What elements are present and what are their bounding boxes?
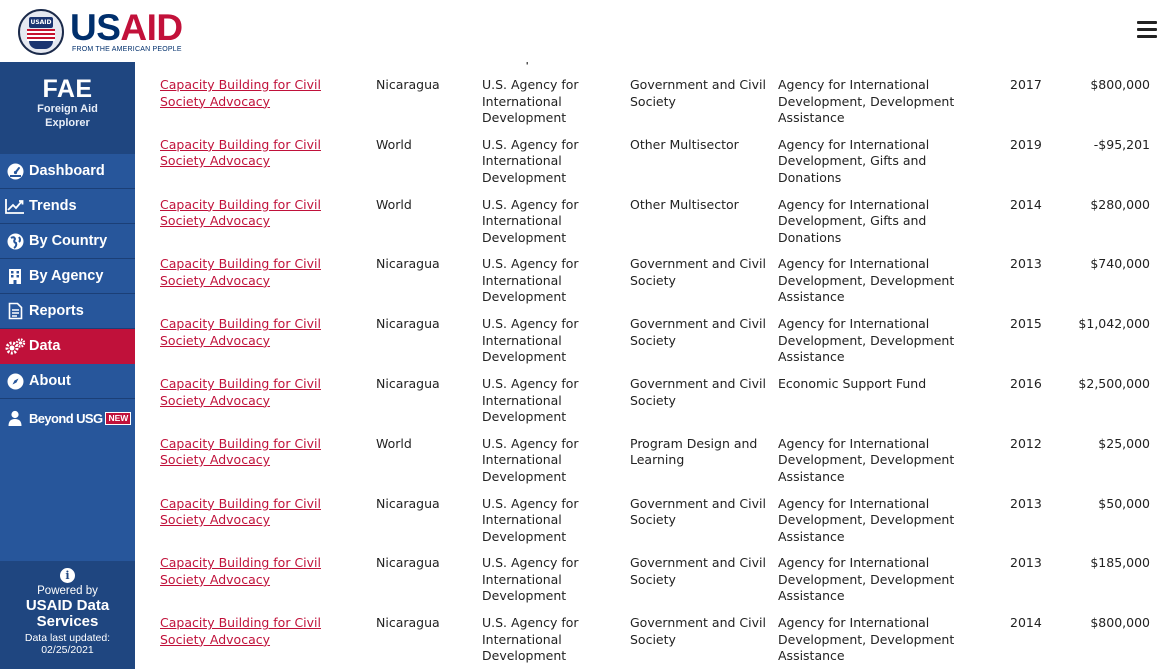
cell-title [160, 256, 370, 289]
cell-country: Nicaragua [376, 77, 440, 92]
cell-country: Nicaragua [376, 256, 440, 272]
cell-country: World [376, 196, 412, 212]
hamburger-menu-icon[interactable] [1137, 21, 1157, 41]
cell-account: Economic Support Fund [778, 376, 927, 391]
cell-title [160, 555, 370, 588]
cell-agency: U.S. Agency for International Development [482, 376, 579, 424]
last-updated: Data last updated: 02/25/2021 [24, 632, 111, 656]
sidebar [0, 62, 135, 669]
activity-title-link[interactable]: Capacity Building for Civil Society Advocacy [160, 77, 321, 109]
sidebar-item-by-agency[interactable] [0, 259, 135, 294]
activity-title-link[interactable]: Capacity Building for Civil Society Advocacy [160, 495, 321, 528]
cell-year: 2014 [1010, 196, 1042, 212]
results-table [135, 62, 1170, 669]
cell-amount: $740,000 [1090, 256, 1150, 272]
sidebar-item-label: Trends [29, 198, 77, 214]
cell-agency: U.S. Agency for International Development [482, 316, 579, 365]
cell-agency: U.S. Agency for International Development [482, 136, 579, 185]
sidebar-item-data[interactable] [0, 329, 135, 364]
cell-country: World [376, 435, 412, 451]
cell-agency: U.S. Agency for International Development [482, 495, 579, 544]
usaid-logo[interactable] [18, 9, 183, 55]
logo-tagline: FROM THE AMERICAN PEOPLE [72, 46, 182, 53]
cell-sector: Government and Civil Society [630, 495, 766, 528]
data-services-link[interactable]: USAID Data Services [25, 597, 110, 630]
logo-wordmark: USAID [70, 7, 183, 48]
cell-sector: Government and Civil Society [630, 256, 766, 288]
cell-account: Agency for International Development, Development Assistance [778, 435, 955, 484]
cell-year: 2017 [1010, 77, 1042, 92]
cell-year: 2013 [1010, 555, 1042, 571]
sidebar-item-dashboard[interactable] [0, 154, 135, 189]
cell-year: 2012 [1010, 435, 1042, 451]
cell-agency: U.S. Agency for International Development [482, 555, 579, 604]
cell-year: 2013 [1010, 495, 1042, 511]
compass-icon [4, 372, 26, 390]
cell-country: Nicaragua [376, 495, 440, 511]
sidebar-item-label: Reports [29, 303, 84, 319]
powered-by-label: Powered by [37, 585, 98, 597]
sidebar-item-trends[interactable] [0, 189, 135, 224]
cell-year: 2014 [1010, 615, 1042, 631]
cell-country: Nicaragua [376, 555, 440, 571]
sidebar-item-label: Beyond USG [29, 410, 103, 426]
cell-sector: Program Design and Learning [630, 435, 758, 468]
cell-year: 2013 [1010, 256, 1042, 272]
cell-year: 2019 [1010, 136, 1042, 152]
cell-title [160, 376, 370, 409]
cell-sector: Government and Civil Society [630, 555, 766, 587]
brand-subtitle-1: Foreign Aid [37, 103, 98, 115]
cell-amount: $800,000 [1090, 615, 1150, 631]
cell-amount: $2,500,000 [1078, 376, 1150, 391]
brand-title: FAE [42, 75, 93, 103]
sidebar-item-label: Data [29, 338, 61, 354]
activity-title-link[interactable]: Capacity Building for Civil Society Advocacy [160, 316, 321, 348]
usaid-seal-icon [18, 9, 64, 55]
sidebar-item-label: Dashboard [29, 163, 105, 179]
cell-account: Agency for International Development, Development Assistance [778, 495, 955, 544]
cell-title [160, 197, 370, 230]
cell-title [160, 137, 370, 170]
cell-country: Nicaragua [376, 615, 440, 631]
dashboard-icon [4, 162, 26, 180]
cell-account: Agency for International Development, Development Assistance [778, 615, 955, 664]
cell-sector: Government and Civil Society [630, 615, 766, 647]
sidebar-brand[interactable] [0, 62, 135, 154]
cell-country: World [376, 136, 412, 152]
sidebar-item-beyond-usg[interactable] [0, 399, 135, 437]
cell-title [160, 77, 370, 110]
cell-agency: U.S. Agency for International Development [482, 435, 579, 484]
top-header [0, 0, 1170, 62]
cell-account: Agency for International Development, Gifts and Donations [778, 196, 930, 245]
activity-title-link[interactable]: Capacity Building for Civil Society Advocacy [160, 615, 321, 647]
cell-sector: Government and Civil Society [630, 77, 766, 109]
sidebar-item-label: By Agency [29, 268, 104, 284]
sidebar-item-about[interactable] [0, 364, 135, 399]
sidebar-item-label: About [29, 373, 71, 389]
cell-title [160, 615, 370, 648]
cell-amount: -$95,201 [1093, 136, 1150, 152]
cell-account: Agency for International Development, Development Assistance [778, 77, 955, 125]
cell-sector: Government and Civil Society [630, 376, 766, 408]
cell-country: Nicaragua [376, 316, 440, 332]
cell-agency: U.S. Agency for International Development [482, 196, 579, 245]
seal-badge: USAID [30, 19, 52, 26]
cell-sector: Other Multisector [630, 196, 739, 212]
cell-account: Agency for International Development, Development Assistance [778, 316, 955, 365]
cell-year: 2015 [1010, 316, 1042, 332]
brand-subtitle-2: Explorer [45, 117, 90, 129]
info-icon[interactable]: i [60, 568, 75, 583]
cell-agency: U.S. Agency for International Development [482, 77, 579, 125]
cell-amount: $280,000 [1090, 196, 1150, 212]
cell-agency: U.S. Agency for International Development [482, 256, 579, 305]
activity-title-link[interactable]: Capacity Building for Civil Society Advocacy [160, 196, 321, 229]
cell-title [160, 496, 370, 529]
sidebar-item-label: By Country [29, 233, 108, 249]
cell-agency: U.S. Agency for International Development [482, 615, 579, 664]
cell-amount: $25,000 [1098, 435, 1150, 451]
activity-title-link[interactable]: Capacity Building for Civil Society Advocacy [160, 435, 321, 468]
activity-title-link[interactable]: Capacity Building for Civil Society Advocacy [160, 376, 321, 408]
activity-title-link[interactable]: Capacity Building for Civil Society Advocacy [160, 555, 321, 587]
cell-year: 2016 [1010, 376, 1042, 391]
trends-icon [4, 197, 26, 215]
sidebar-footer [0, 561, 135, 669]
activity-title-link[interactable]: Capacity Building for Civil Society Advocacy [160, 136, 321, 169]
cell-amount: $185,000 [1090, 555, 1150, 571]
cell-account: Agency for International Development, Development Assistance [778, 256, 955, 305]
cell-sector: Government and Civil Society [630, 316, 766, 348]
cell-title [160, 436, 370, 469]
gears-icon [4, 337, 26, 355]
cell-sector: Other Multisector [630, 136, 739, 152]
building-icon [4, 267, 26, 285]
cell-amount: $50,000 [1098, 495, 1150, 511]
cell-country: Nicaragua [376, 376, 440, 391]
cell-amount: $1,042,000 [1078, 316, 1150, 332]
cell-amount: $800,000 [1090, 77, 1150, 92]
report-icon [4, 302, 26, 320]
sidebar-item-reports[interactable] [0, 294, 135, 329]
user-icon [4, 409, 26, 427]
new-badge: NEW [105, 412, 131, 425]
globe-icon [4, 232, 26, 250]
cell-title [160, 316, 370, 349]
activity-title-link[interactable]: Capacity Building for Civil Society Advocacy [160, 256, 321, 288]
cell-account: Agency for International Development, Gifts and Donations [778, 136, 930, 185]
cell-account: Agency for International Development, Development Assistance [778, 555, 955, 604]
sidebar-item-by-country[interactable] [0, 224, 135, 259]
